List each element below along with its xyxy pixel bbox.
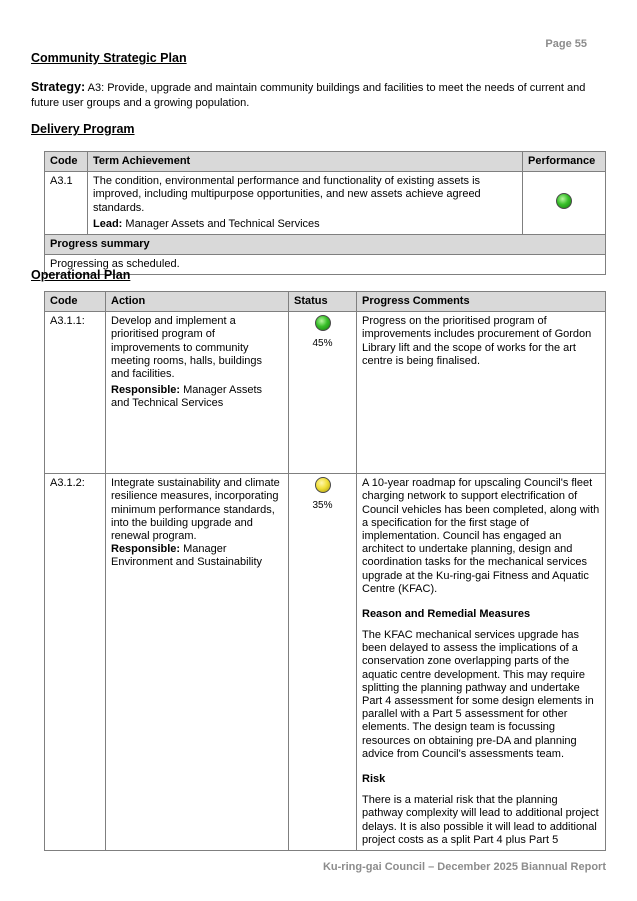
lead-value: Manager Assets and Technical Services bbox=[125, 217, 320, 230]
op-row-action: Integrate sustainability and climate resilience measures, incorporating minimum performance standards, into the building upgrade and renewal program. bbox=[111, 477, 280, 542]
status-indicator bbox=[315, 315, 331, 331]
op-col-comments: Progress Comments bbox=[357, 292, 606, 312]
risk-heading: Risk bbox=[362, 772, 386, 785]
op-row-action-cell bbox=[106, 474, 289, 851]
page-number: Page 55 bbox=[545, 38, 587, 50]
delivery-header-row bbox=[45, 152, 606, 172]
progress-summary-header: Progress summary bbox=[45, 234, 606, 254]
operational-plan-heading: Operational Plan bbox=[31, 268, 131, 282]
operational-plan-table bbox=[44, 291, 606, 851]
strategy-statement bbox=[31, 80, 611, 111]
responsible-value: Manager Environment and Sustainability bbox=[111, 543, 263, 569]
responsible-label: Responsible: bbox=[111, 384, 181, 397]
risk-text: There is a material risk that the planning pathway complexity will lead to additional project delays. It is also possible it will lead to additional project costs as a split Part 4 plus Part 5 bbox=[362, 794, 599, 846]
responsible-value: Manager Assets and Technical Services bbox=[111, 384, 263, 410]
op-row-status-cell bbox=[289, 312, 357, 474]
op-col-code: Code bbox=[45, 292, 106, 312]
delivery-col-performance: Performance bbox=[523, 152, 606, 172]
performance-cell bbox=[523, 172, 606, 235]
progress-summary-text: Progressing as scheduled. bbox=[45, 255, 606, 275]
delivery-col-term: Term Achievement bbox=[88, 152, 523, 172]
status-percent: 45% bbox=[312, 338, 333, 350]
table-row bbox=[45, 312, 606, 474]
strategy-text: A3: Provide, upgrade and maintain community buildings and facilities to meet the needs of current and future user groups and a growing population. bbox=[31, 82, 586, 109]
report-footer: Ku-ring-gai Council – December 2025 Biannual Report bbox=[322, 860, 606, 873]
op-row-status-cell bbox=[289, 474, 357, 851]
op-row-action: Develop and implement a prioritised program of improvements to community meeting rooms, halls, buildings and facilities. bbox=[111, 315, 263, 380]
status-percent: 35% bbox=[312, 500, 333, 512]
delivery-code: A3.1 bbox=[45, 172, 88, 235]
op-row-responsible bbox=[111, 543, 283, 569]
responsible-label: Responsible: bbox=[111, 543, 181, 556]
reason-heading: Reason and Remedial Measures bbox=[362, 607, 531, 620]
op-row-code: A3.1.1: bbox=[45, 312, 106, 474]
delivery-lead bbox=[93, 218, 517, 231]
delivery-achievement-cell bbox=[88, 172, 523, 235]
operational-header-row bbox=[45, 292, 606, 312]
op-row-comments: Progress on the prioritised program of improvements includes procurement of Gordon Library lift and the scope of works for the art centre is being finalised. bbox=[357, 312, 606, 474]
table-row bbox=[45, 474, 606, 851]
lead-label: Lead: bbox=[93, 217, 123, 230]
strategy-label: Strategy: bbox=[31, 80, 86, 94]
status-indicator bbox=[315, 477, 331, 493]
op-row-responsible bbox=[111, 384, 283, 410]
progress-summary-header-row bbox=[45, 234, 606, 254]
op-col-status: Status bbox=[289, 292, 357, 312]
op-row-comments-cell bbox=[357, 474, 606, 851]
performance-status-indicator bbox=[556, 193, 572, 209]
community-strategic-plan-heading: Community Strategic Plan bbox=[31, 51, 187, 65]
op-row-code: A3.1.2: bbox=[45, 474, 106, 851]
table-row bbox=[45, 172, 606, 235]
delivery-col-code: Code bbox=[45, 152, 88, 172]
reason-text: The KFAC mechanical services upgrade has been delayed to assess the implications of a conservation zone overlapping parts of the aquatic centre development. This may require splitting the planning pathway and undertake Part 4 assessment for some design elements in parallel with a Part 5 assessment for other elements. The design team is focussing resources on obtaining pre-DA and planning advice from Council's assessments team. bbox=[362, 629, 594, 760]
delivery-program-table bbox=[44, 151, 606, 275]
delivery-achievement: The condition, environmental performance and functionality of existing assets is improved, including multipurpose opportunities, and new assets achieve agreed standards. bbox=[93, 175, 481, 214]
op-row-action-cell bbox=[106, 312, 289, 474]
delivery-program-heading: Delivery Program bbox=[31, 122, 135, 136]
op-col-action: Action bbox=[106, 292, 289, 312]
op-row-comments: A 10-year roadmap for upscaling Council's fleet charging network to support electrification of Council vehicles has been completed, along with a specification for the first stage of implementation. Council has engaged an architect to undertake planning, design and coordination tasks for the mechanical services upgrade at the Ku-ring-gai Fitness and Aquatic Centre (KFAC). bbox=[362, 477, 600, 595]
